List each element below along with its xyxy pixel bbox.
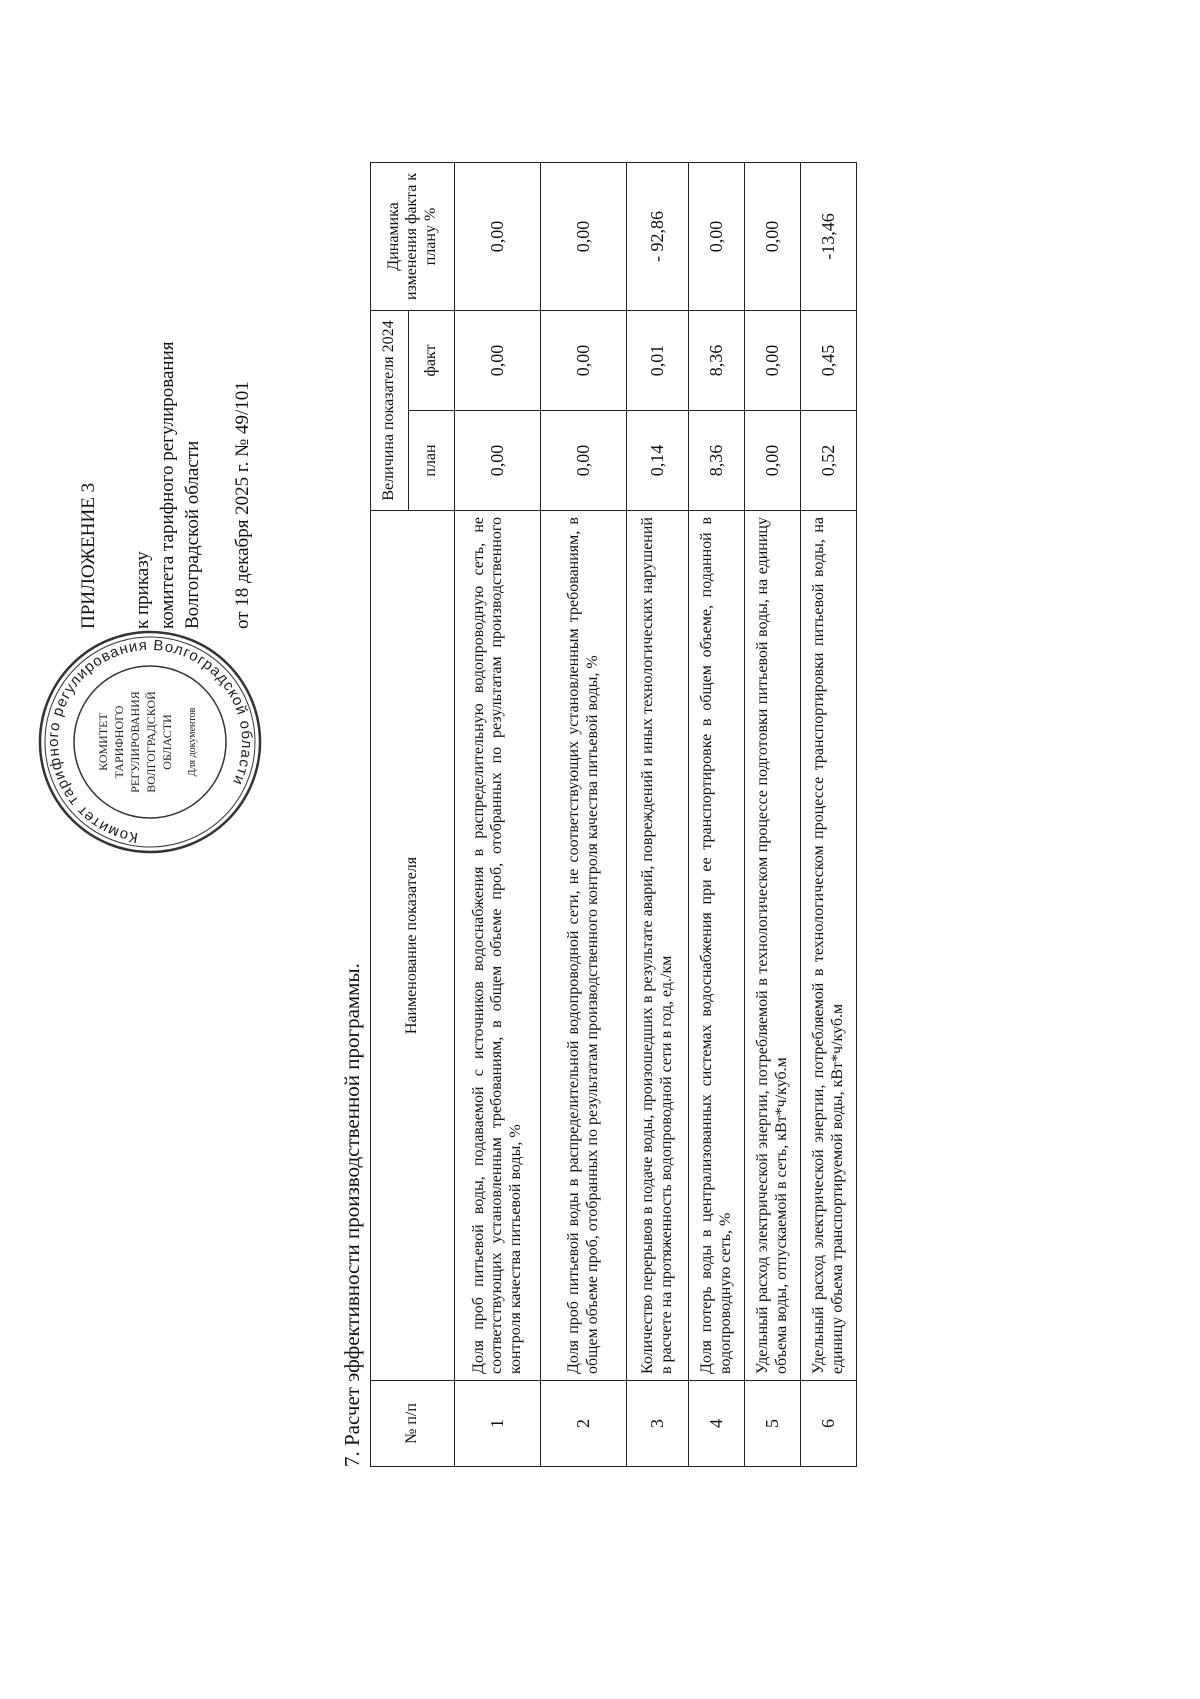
plan-value: 8,36 bbox=[689, 411, 745, 511]
dynamics-value: 0,00 bbox=[541, 162, 627, 310]
header-plan: план bbox=[409, 411, 455, 511]
table-row bbox=[541, 162, 627, 1466]
fact-value: 0,01 bbox=[627, 310, 689, 410]
committee-name: комитета тарифного регулирования bbox=[157, 341, 178, 629]
table-row bbox=[745, 162, 801, 1466]
dynamics-value: -13,46 bbox=[801, 162, 857, 310]
dynamics-value: - 92,86 bbox=[627, 162, 689, 310]
row-number: 2 bbox=[541, 1381, 627, 1467]
fact-value: 0,00 bbox=[455, 310, 541, 410]
indicator-name: Доля проб питьевой воды, подаваемой с источников водоснабжения в распределительную водопроводную сеть, не соответствующих установленным требованиям, в общем объеме проб, отобранных по результатам производственного контроля качества питьевой воды, % bbox=[455, 511, 541, 1381]
plan-value: 0,00 bbox=[745, 411, 801, 511]
plan-value: 0,52 bbox=[801, 411, 857, 511]
row-number: 3 bbox=[627, 1381, 689, 1467]
table-row bbox=[455, 162, 541, 1466]
header-row-number: № п/п bbox=[371, 1381, 455, 1467]
efficiency-table bbox=[370, 162, 857, 1467]
plan-value: 0,14 bbox=[627, 411, 689, 511]
row-number: 4 bbox=[689, 1381, 745, 1467]
dynamics-value: 0,00 bbox=[689, 162, 745, 310]
indicator-name: Количество перерывов в подаче воды, произошедших в результате аварий, повреждений и иных технологических нарушений в расчете на протяженность водопроводной сети в год, ед./км bbox=[627, 511, 689, 1381]
table-row bbox=[801, 162, 857, 1466]
indicator-name: Удельный расход электрической энергии, потребляемой в технологическом процессе транспортировки питьевой воды, на единицу объема транспортируемой воды, кВт*ч/куб.м bbox=[801, 511, 857, 1381]
dynamics-value: 0,00 bbox=[745, 162, 801, 310]
indicator-name: Доля проб питьевой воды в распределительной водопроводной сети, не соответствующих установленным требованиям, в общем объеме проб, отобранных по результатам производственного контроля качества питьевой воды, % bbox=[541, 511, 627, 1381]
plan-value: 0,00 bbox=[455, 411, 541, 511]
header-fact: факт bbox=[409, 310, 455, 410]
seal-line-5: ОБЛАСТИ bbox=[160, 714, 174, 770]
order-date-number: от 18 декабря 2025 г. № 49/101 bbox=[232, 381, 253, 629]
row-number: 6 bbox=[801, 1381, 857, 1467]
header-indicator-name: Наименование показателя bbox=[371, 511, 455, 1381]
seal-ring-text: Комитет тарифного регулирования Волгоградской области bbox=[44, 636, 256, 847]
fact-value: 0,00 bbox=[541, 310, 627, 410]
official-seal bbox=[35, 627, 265, 857]
indicator-name: Доля потерь воды в централизованных системах водоснабжения при ее транспортировке в общем объеме, поданной в водопроводную сеть, % bbox=[689, 511, 745, 1381]
plan-value: 0,00 bbox=[541, 411, 627, 511]
section-title: 7. Расчет эффективности производственной программы. bbox=[340, 963, 364, 1467]
fact-value: 8,36 bbox=[689, 310, 745, 410]
region-name: Волгоградской области bbox=[182, 440, 203, 629]
table-row bbox=[627, 162, 689, 1466]
appendix-label: ПРИЛОЖЕНИЕ 3 bbox=[78, 482, 99, 629]
table-row bbox=[689, 162, 745, 1466]
seal-line-1: КОМИТЕТ bbox=[96, 713, 110, 771]
fact-value: 0,45 bbox=[801, 310, 857, 410]
indicator-name: Удельный расход электрической энергии, потребляемой в технологическом процессе подготовки питьевой воды, на единицу объема воды, отпускаемой в сеть, кВт*ч/куб.м bbox=[745, 511, 801, 1381]
row-number: 5 bbox=[745, 1381, 801, 1467]
seal-line-2: ТАРИФНОГО bbox=[112, 705, 126, 779]
header-value-group: Величина показателя 2024 bbox=[371, 310, 409, 510]
header-dynamics: Динамика изменения факта к плану % bbox=[371, 162, 455, 310]
seal-line-3: РЕГУЛИРОВАНИЯ bbox=[128, 691, 142, 793]
row-number: 1 bbox=[455, 1381, 541, 1467]
order-reference: к приказу bbox=[132, 551, 153, 629]
fact-value: 0,00 bbox=[745, 310, 801, 410]
seal-line-6: Для документов bbox=[187, 707, 198, 777]
seal-line-4: ВОЛГОГРАДСКОЙ bbox=[144, 691, 158, 793]
dynamics-value: 0,00 bbox=[455, 162, 541, 310]
